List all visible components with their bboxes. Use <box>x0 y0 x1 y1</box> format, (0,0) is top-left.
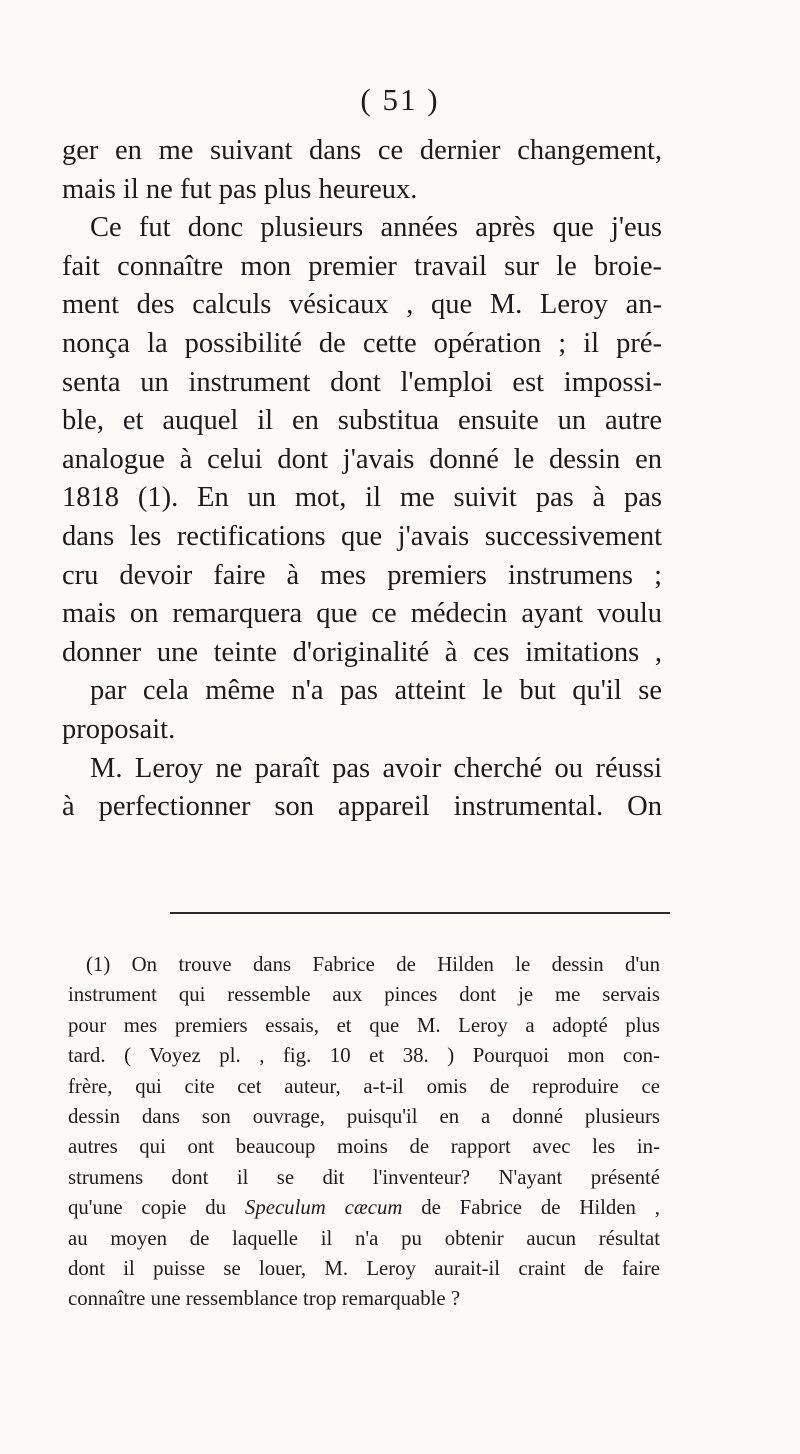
footnote-line: autres qui ont beaucoup moins de rapport avec les in- <box>68 1135 660 1159</box>
body-line: cru devoir faire à mes premiers instrumens ; <box>62 559 662 591</box>
footnote-text: qu'une copie du <box>68 1196 245 1220</box>
body-line: 1818 (1). En un mot, il me suivit pas à pas <box>62 482 662 514</box>
footnote-line: dont il puisse se louer, M. Leroy aurait-il craint de faire <box>68 1257 660 1281</box>
page-number: ( 51 ) <box>360 82 440 117</box>
body-line: senta un instrument dont l'emploi est impossi- <box>62 366 662 398</box>
footnote-line: (1) On trouve dans Fabrice de Hilden le dessin d'un <box>86 953 660 976</box>
body-line: dans les rectifications que j'avais successivement <box>62 520 662 552</box>
body-line: ment des calculs vésicaux , que M. Leroy an- <box>62 289 662 321</box>
body-line: ble, et auquel il en substitua ensuite un autre <box>62 405 662 437</box>
body-line: fait connaître mon premier travail sur le broie- <box>62 250 662 282</box>
footnote-text: de Fabrice de Hilden , <box>402 1196 660 1220</box>
footnote-line: au moyen de laquelle il n'a pu obtenir aucun résultat <box>68 1226 660 1250</box>
footnote-line: strumens dont il se dit l'inventeur? N'ayant présenté <box>68 1165 660 1189</box>
body-text <box>62 132 662 827</box>
footnote-divider <box>170 912 670 914</box>
body-line: à perfectionner son appareil instrumental. On <box>62 791 662 823</box>
body-line: M. Leroy ne paraît pas avoir cherché ou réussi <box>90 752 662 784</box>
body-line: donner une teinte d'originalité à ces imitations , <box>62 636 662 668</box>
footnote-line: instrument qui ressemble aux pinces dont je me servais <box>68 983 660 1007</box>
footnote-line: connaître une ressemblance trop remarquable ? <box>68 1287 461 1311</box>
footnote-line: dessin dans son ouvrage, puisqu'il en a donné plusieurs <box>68 1105 660 1129</box>
footnote-line-with-italic <box>68 1193 660 1223</box>
footnote-line: frère, qui cite cet auteur, a-t-il omis de reproduire ce <box>68 1074 660 1098</box>
body-line: Ce fut donc plusieurs années après que j'eus <box>90 212 662 244</box>
body-line: proposait. <box>62 713 176 745</box>
body-line: ger en me suivant dans ce dernier changement, <box>62 135 662 166</box>
italic-title: Speculum cæcum <box>244 1196 403 1220</box>
body-line: mais il ne fut pas plus heureux. <box>62 173 418 205</box>
footnote <box>68 950 660 1315</box>
footnote-line: tard. ( Voyez pl. , fig. 10 et 38. ) Pourquoi mon con- <box>68 1044 660 1068</box>
footnote-line: pour mes premiers essais, et que M. Leroy a adopté plus <box>68 1013 660 1037</box>
body-line: mais on remarquera que ce médecin ayant voulu <box>62 598 662 630</box>
body-line: nonça la possibilité de cette opération ; il pré- <box>62 327 662 359</box>
body-line: analogue à celui dont j'avais donné le dessin en <box>62 443 662 475</box>
body-line: par cela même n'a pas atteint le but qu'il se <box>90 675 662 707</box>
